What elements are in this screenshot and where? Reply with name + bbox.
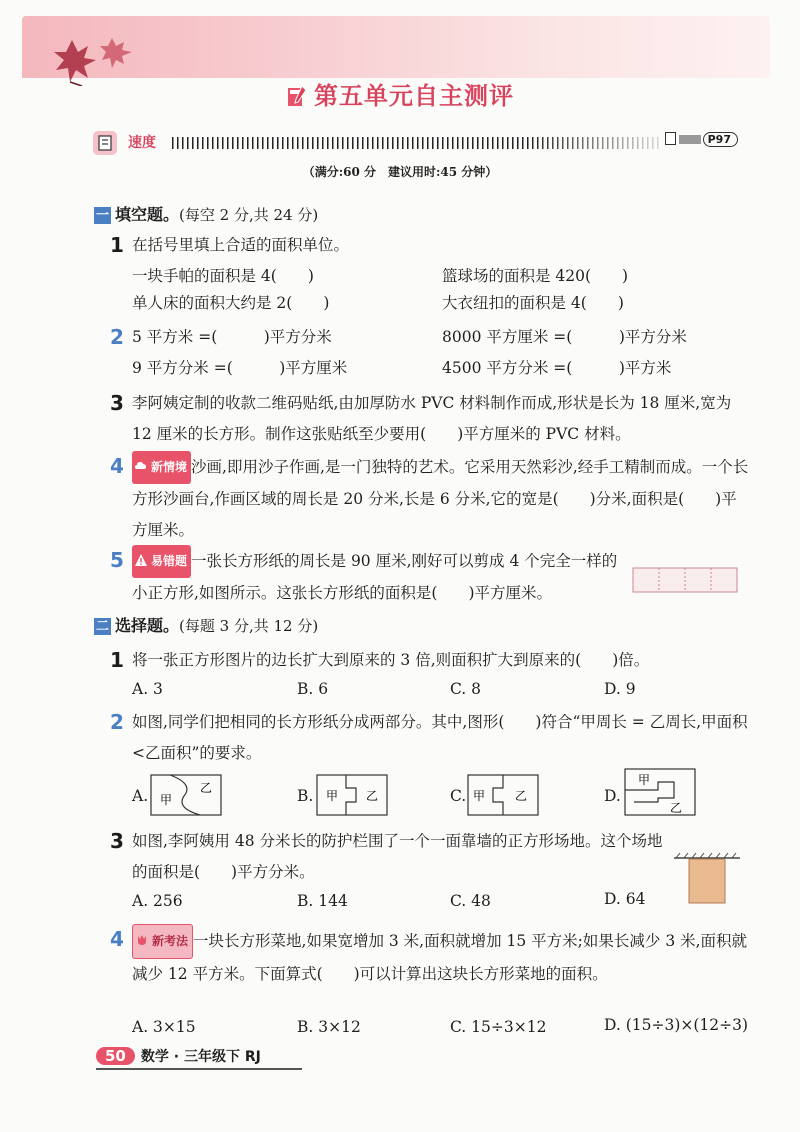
page-title: 第五单元自主测评 bbox=[0, 76, 800, 111]
svg-text:乙: 乙 bbox=[200, 781, 213, 795]
svg-text:甲: 甲 bbox=[473, 789, 486, 803]
cloud-icon bbox=[134, 459, 148, 473]
option-b[interactable]: B. 144 bbox=[297, 892, 348, 910]
question-2-3: 3 如图,李阿姨用 48 分米长的防护栏围了一个一面靠墙的正方形场地。这个场地的面积是( )平方分米。 bbox=[110, 829, 663, 881]
question-1-5: 5 易错题 一张长方形纸的周长是 90 厘米,刚好可以剪成 4 个完全一样的小正方形,如图所示。这张长方形纸的面积是( )平方厘米。 bbox=[112, 545, 632, 609]
svg-text:乙: 乙 bbox=[515, 789, 528, 803]
section-fill-blank-heading: 一 填空题。(每空 2 分,共 24 分) bbox=[95, 205, 319, 224]
option-a[interactable]: A. 3 bbox=[132, 680, 163, 698]
question-1-4: 4 新情境 沙画,即用沙子作画,是一门独特的艺术。它采用天然彩沙,经手工精制而成。一个长方形沙画台,作画区域的周长是 20 分米,长是 6 分米,它的宽是( )分米,面积是( )平方厘米。 bbox=[112, 451, 752, 546]
tulip-icon bbox=[135, 933, 149, 947]
section-choice-heading: 二 选择题。(每题 3 分,共 12 分) bbox=[95, 616, 319, 635]
page-footer bbox=[96, 1046, 261, 1066]
footer-divider bbox=[96, 1068, 302, 1070]
question-1-2: 2 5 平方米 =( )平方分米 8000 平方厘米 =( )平方分米 9 平方分米 =( )平方厘米 4500 平方分米 =( )平方米 bbox=[110, 325, 687, 377]
option-d[interactable]: D. bbox=[604, 787, 621, 805]
question-1-1: 1 在括号里填上合适的面积单位。 一块手帕的面积是 4( ) 篮球场的面积是 420( ) 单人床的面积大约是 2( ) 大衣纽扣的面积是 4( ) bbox=[110, 233, 629, 312]
question-2-1: 1 将一张正方形图片的边长扩大到原来的 3 倍,则面积扩大到原来的( )倍。 bbox=[110, 648, 650, 672]
option-c[interactable]: C. 15÷3×12 bbox=[450, 1018, 547, 1036]
svg-text:乙: 乙 bbox=[366, 789, 379, 803]
question-2-4: 4 新考法 一块长方形菜地,如果宽增加 3 米,面积就增加 15 平方米;如果长减少 3 米,面积就减少 12 平方米。下面算式( )可以计算出这块长方形菜地的面积。 bbox=[112, 924, 752, 990]
header-banner bbox=[22, 16, 770, 78]
option-c[interactable]: C. bbox=[450, 787, 467, 805]
wall-square-figure bbox=[672, 852, 742, 906]
figure-a bbox=[150, 774, 222, 816]
speed-row bbox=[90, 128, 742, 156]
new-context-tag: 新情境 bbox=[132, 451, 191, 484]
svg-text:甲: 甲 bbox=[638, 773, 651, 787]
speed-label: 速度 bbox=[128, 135, 156, 151]
option-b[interactable]: B. 6 bbox=[297, 680, 329, 698]
figure-c bbox=[467, 774, 539, 816]
option-c[interactable]: C. 8 bbox=[450, 680, 482, 698]
option-b[interactable]: B. 3×12 bbox=[297, 1018, 361, 1036]
option-a[interactable]: A. 256 bbox=[132, 892, 183, 910]
option-a[interactable]: A. bbox=[132, 787, 149, 805]
figure-d bbox=[624, 768, 696, 816]
figure-b bbox=[316, 774, 388, 816]
question-1-3: 3 李阿姨定制的收款二维码贴纸,由加厚防水 PVC 材料制作而成,形状是长为 18 厘米,宽为 12 厘米的长方形。制作这张贴纸至少要用( )平方厘米的 PVC 材料。 bbox=[110, 391, 732, 443]
answer-page-number: P97 bbox=[703, 132, 738, 147]
pencil-book-icon bbox=[286, 84, 308, 108]
answer-page-reference bbox=[665, 132, 738, 147]
error-prone-tag: 易错题 bbox=[132, 545, 191, 578]
svg-text:甲: 甲 bbox=[160, 793, 173, 807]
svg-text:甲: 甲 bbox=[326, 789, 339, 803]
new-method-tag: 新考法 bbox=[132, 924, 193, 959]
question-2-2: 2 如图,同学们把相同的长方形纸分成两部分。其中,图形( )符合“甲周长 = 乙周长,甲面积<乙面积”的要求。 bbox=[110, 710, 748, 762]
score-time-info: （满分:60 分 建议用时:45 分钟） bbox=[302, 165, 498, 179]
speed-badge-icon bbox=[90, 128, 122, 158]
option-a[interactable]: A. 3×15 bbox=[132, 1018, 196, 1036]
option-d[interactable]: D. (15÷3)×(12÷3) bbox=[604, 1016, 749, 1034]
subject-grade: 数学 · 三年级下 RJ bbox=[140, 1049, 261, 1065]
warning-icon bbox=[134, 553, 148, 567]
four-squares-figure bbox=[632, 566, 740, 594]
page-number: 50 bbox=[96, 1047, 135, 1065]
option-d[interactable]: D. 9 bbox=[604, 680, 636, 698]
option-d[interactable]: D. 64 bbox=[604, 890, 646, 908]
svg-text:乙: 乙 bbox=[670, 801, 683, 815]
document-icon bbox=[665, 132, 676, 145]
option-b[interactable]: B. bbox=[297, 787, 314, 805]
option-c[interactable]: C. 48 bbox=[450, 892, 491, 910]
